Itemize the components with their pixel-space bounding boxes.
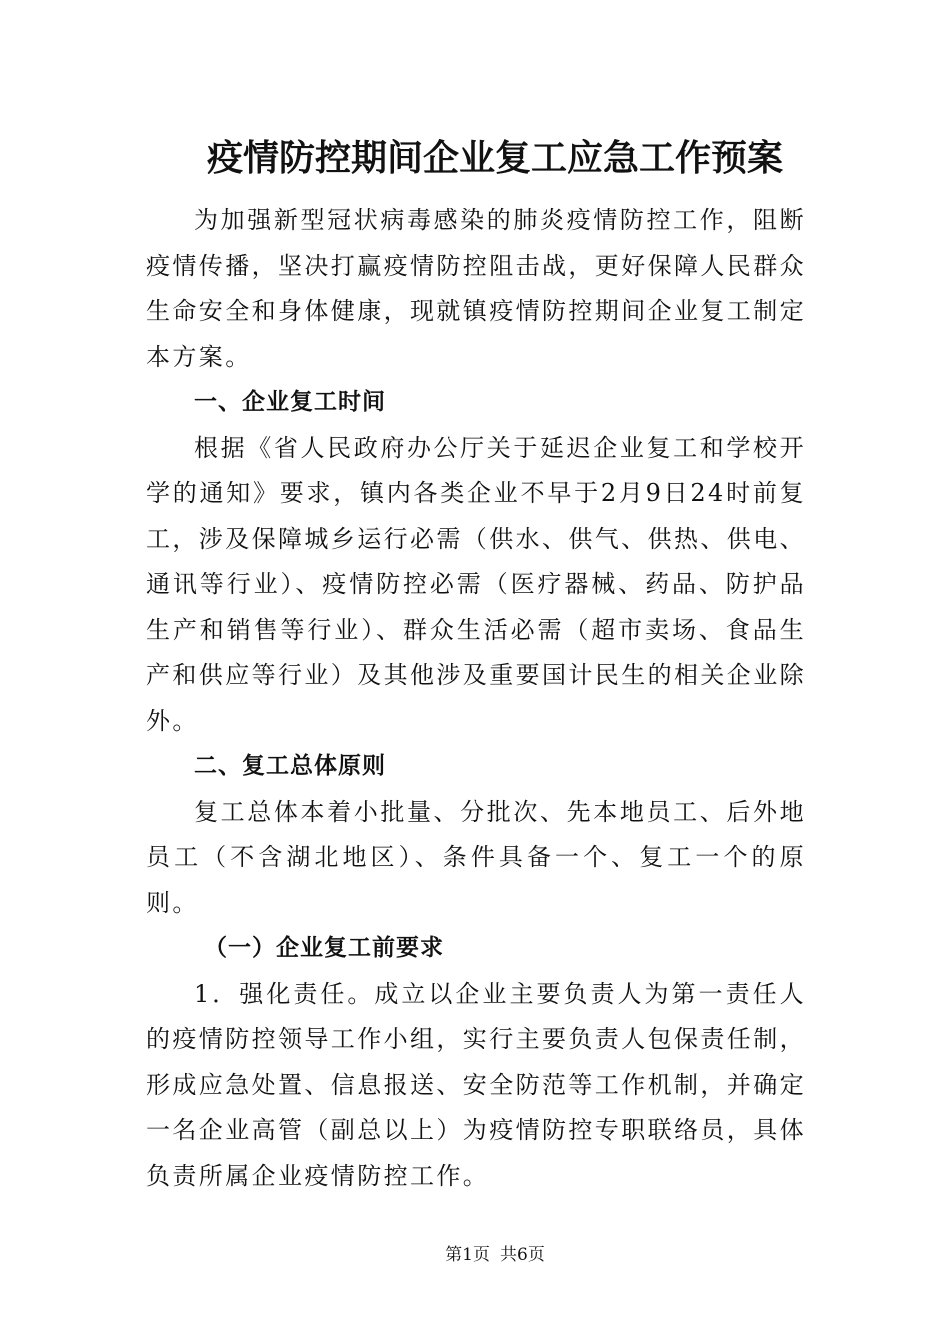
item-paragraph-1: 1．强化责任。成立以企业主要负责人为第一责任人的疫情防控领导工作小组，实行主要负责人包保责任制，形成应急处置、信息报送、安全防范等工作机制，并确定一名企业高管（副总以上）为疫情防控专职联络员，具体负责所属企业疫情防控工作。 bbox=[146, 979, 806, 1190]
section-heading-1: 一、企业复工时间 bbox=[194, 389, 386, 415]
page-total: 共6页 bbox=[500, 1245, 545, 1265]
document-title: 疫情防控期间企业复工应急工作预案 bbox=[206, 137, 783, 179]
section-paragraph-1: 根据《省人民政府办公厅关于延迟企业复工和学校开学的通知》要求，镇内各类企业不早于2月9日24时前复工，涉及保障城乡运行必需（供水、供气、供热、供电、通讯等行业）、疫情防控必需（医疗器械、药品、防护品生产和销售等行业）、群众生活必需（超市卖场、食品生产和供应等行业）及其他涉及重要国计民生的相关企业除外。 bbox=[146, 433, 806, 735]
subsection-heading-1: （一）企业复工前要求 bbox=[204, 935, 444, 961]
section-heading-2: 二、复工总体原则 bbox=[194, 753, 386, 779]
page-number: 第1页 bbox=[445, 1245, 490, 1265]
page-footer bbox=[0, 1243, 950, 1267]
document-body bbox=[146, 198, 806, 1199]
section-paragraph-2: 复工总体本着小批量、分批次、先本地员工、后外地员工（不含湖北地区）、条件具备一个、复工一个的原则。 bbox=[146, 797, 806, 917]
intro-paragraph: 为加强新型冠状病毒感染的肺炎疫情防控工作，阻断疫情传播，坚决打赢疫情防控阻击战，更好保障人民群众生命安全和身体健康，现就镇疫情防控期间企业复工制定本方案。 bbox=[146, 206, 806, 371]
